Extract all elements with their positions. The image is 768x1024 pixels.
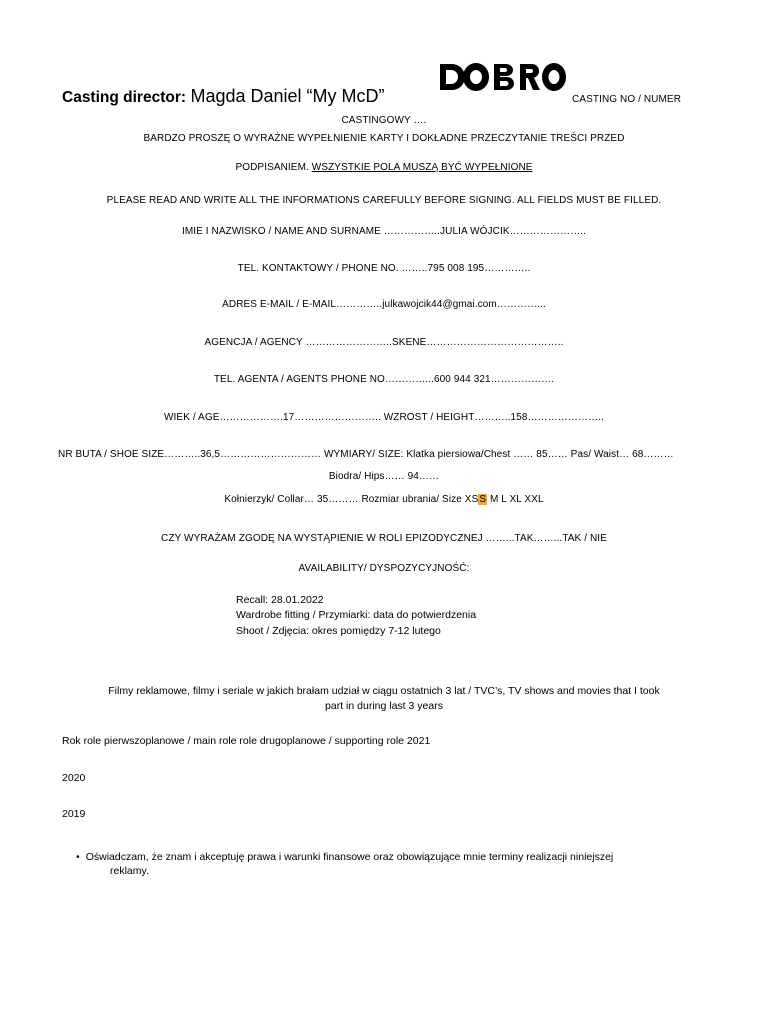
field-episodic-role-consent: CZY WYRAŻAM ZGODĘ NA WYSTĄPIENIE W ROLI EPIZODYCZNEJ ……...TAK……...TAK / NIE [161,533,607,544]
field-hips: Biodra/ Hips…… 94…… [328,471,440,482]
experience-year-2019: 2019 [62,808,86,820]
experience-table-header: Rok role pierwszoplanowe / main role role drugoplanowe / supporting role 2021 [62,735,431,747]
casting-director-line [62,86,385,107]
selected-clothing-size: S [479,494,487,505]
field-phone: TEL. KONTAKTOWY / PHONE NO. ……..795 008 195………….. [237,263,531,274]
dobro-logo [438,60,568,94]
field-agent-phone: TEL. AGENTA / AGENTS PHONE NO…………...600 944 321………………. [213,374,555,385]
polish-notice-line-1: BARDZO PROSZĘ O WYRAŻNE WYPEŁNIENIE KARTY I DOKŁADNE PRZECZYTANIE TREŚCI PRZED [143,133,625,144]
availability-wardrobe-fitting: Wardrobe fitting / Przymiarki: data do potwierdzenia [236,609,477,621]
field-email: ADRES E-MAIL / E-MAIL…………..julkawojcik44@gmai.com…………... [222,299,546,310]
declaration-line-1: • Oświadczam, że znam i akceptuję prawa i warunki finansowe oraz obowiązujące mnie terminy realizacji niniejszej [76,851,613,863]
availability-shoot: Shoot / Zdjęcia: okres pomiędzy 7-12 lutego [236,625,441,637]
field-name-surname: IMIE I NAZWISKO / NAME AND SURNAME ……………..JULIA WÓJCIK………………….. [181,226,587,237]
casting-number-label-cont: CASTINGOWY …. [341,115,427,126]
field-age-height: WIEK / AGE……………….17…………………….. WZROST / HEIGHT………..158………………….. [164,412,604,423]
experience-year-2020: 2020 [62,772,86,784]
experience-intro-line-1: Filmy reklamowe, filmy i seriale w jakich brałam udział w ciągu ostatnich 3 lat / TVC’s, TV shows and movies that I took [108,685,660,697]
declaration-line-2: reklamy. [110,865,149,877]
field-shoe-size-measurements: NR BUTA / SHOE SIZE………..36,5………………………… WYMIARY/ SIZE: Klatka piersiowa/Chest …… 85…… Pas/ Waist… 68……… [58,449,674,460]
casting-director-label: Casting director: [62,89,187,106]
casting-number-label: CASTING NO / NUMER [572,94,682,105]
polish-notice-line-2: PODPISANIEM. WSZYSTKIE POLA MUSZĄ BYĆ WYPEŁNIONE [235,162,533,173]
all-fields-required-notice: WSZYSTKIE POLA MUSZĄ BYĆ WYPEŁNIONE [311,162,533,173]
field-collar-clothing-size: Kołnierzyk/ Collar… 35……… Rozmiar ubrania/ Size XSS M L XL XXL [224,494,544,505]
experience-intro-line-2: part in during last 3 years [325,700,443,712]
casting-director-name: Magda Daniel “My McD” [190,86,385,106]
availability-recall: Recall: 28.01.2022 [236,594,324,606]
field-agency: AGENCJA / AGENCY ……………………..SKENE………………………………….. [204,337,564,348]
availability-heading: AVAILABILITY/ DYSPOZYCYJNOŚĆ: [298,563,470,574]
english-notice: PLEASE READ AND WRITE ALL THE INFORMATIONS CAREFULLY BEFORE SIGNING. ALL FIELDS MUST BE FILLED. [106,195,662,206]
